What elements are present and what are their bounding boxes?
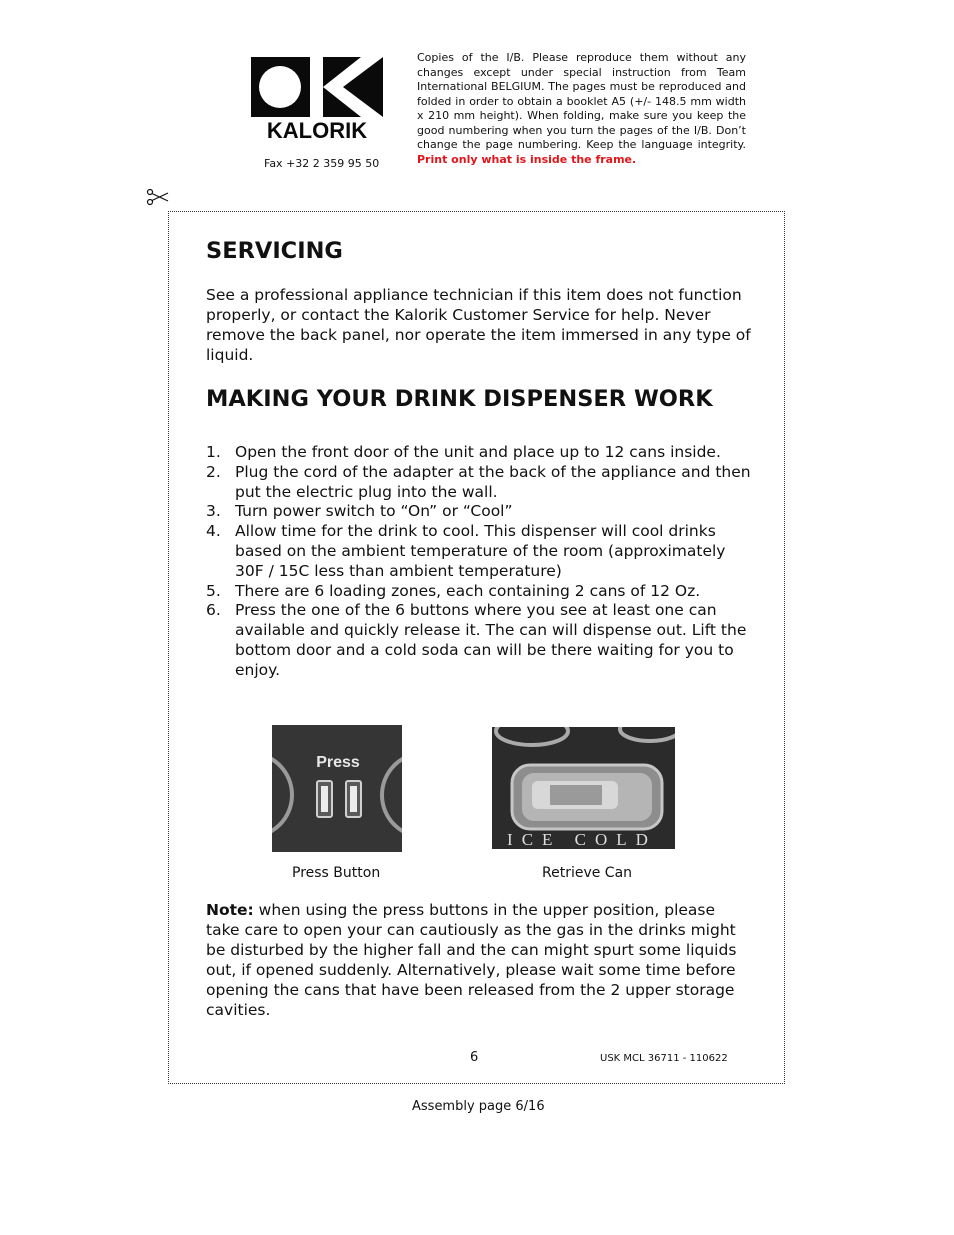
servicing-title: SERVICING — [206, 238, 343, 264]
retrieve-can-caption: Retrieve Can — [542, 865, 633, 881]
list-item: 6. Press the one of the 6 buttons where you see at least one can available and quickly release it. The can will dispense out. Lift the bottom door and a cold soda can will be there waiting for you to enjoy. — [206, 601, 747, 679]
assembly-page: Assembly page 6/16 — [412, 1099, 545, 1114]
document-code: USK MCL 36711 - 110622 — [600, 1053, 728, 1064]
instructions-warning: Print only what is inside the frame. — [417, 152, 637, 166]
press-photo-label: Press — [316, 754, 360, 771]
kalorik-logo — [251, 57, 383, 141]
note-label: Note: — [206, 901, 254, 919]
fax-number: Fax +32 2 359 95 50 — [264, 157, 380, 170]
steps-list — [206, 443, 751, 681]
page-number: 6 — [470, 1050, 479, 1065]
list-item: 1. Open the front door of the unit and place up to 12 cans inside. — [206, 443, 721, 461]
print-instructions — [417, 51, 746, 167]
retrieve-can-photo — [492, 727, 675, 849]
list-item: 2. Plug the cord of the adapter at the back of the appliance and then put the electric plug into the wall. — [206, 462, 751, 501]
instructions-text: Copies of the I/B. Please reproduce them without any changes except under special instruction from Team International BELGIUM. The pages must be reproduced and folded in order to obtain a booklet A5 (+/- 148.5 mm width x 210 mm height). When folding, make sure you keep the good numbering when you turn the pages of the I/B. Don’t change the page numbering. Keep the language integrity. — [417, 51, 746, 151]
list-item: 4. Allow time for the drink to cool. This dispenser will cool drinks based on the ambient temperature of the room (approximately 30F / 15C less than ambient temperature) — [206, 522, 726, 580]
press-button-caption: Press Button — [292, 865, 381, 881]
list-item: 3. Turn power switch to “On” or “Cool” — [206, 502, 513, 521]
note-text: when using the press buttons in the upper position, please take care to open your can cautiously as the gas in the drinks might be disturbed by the higher fall and the can might spurt some liquids out, if opened suddenly. Alternatively, please wait some time before opening the cans that have been released from the 2 upper storage cavities. — [206, 901, 737, 1019]
note-paragraph — [206, 900, 751, 1020]
press-button-photo — [272, 725, 402, 852]
making-work-title: MAKING YOUR DRINK DISPENSER WORK — [206, 386, 713, 412]
servicing-text: See a professional appliance technician if this item does not function properly, or contact the Kalorik Customer Service for help. Never remove the back panel, nor operate the item immersed in any type of liquid. — [206, 286, 751, 364]
scissors-icon — [146, 188, 170, 206]
logo-text: KALORIK — [266, 118, 368, 141]
list-item: 5. There are 6 loading zones, each containing 2 cans of 12 Oz. — [206, 581, 701, 600]
retrieve-photo-label: ICE COLD — [507, 830, 657, 849]
